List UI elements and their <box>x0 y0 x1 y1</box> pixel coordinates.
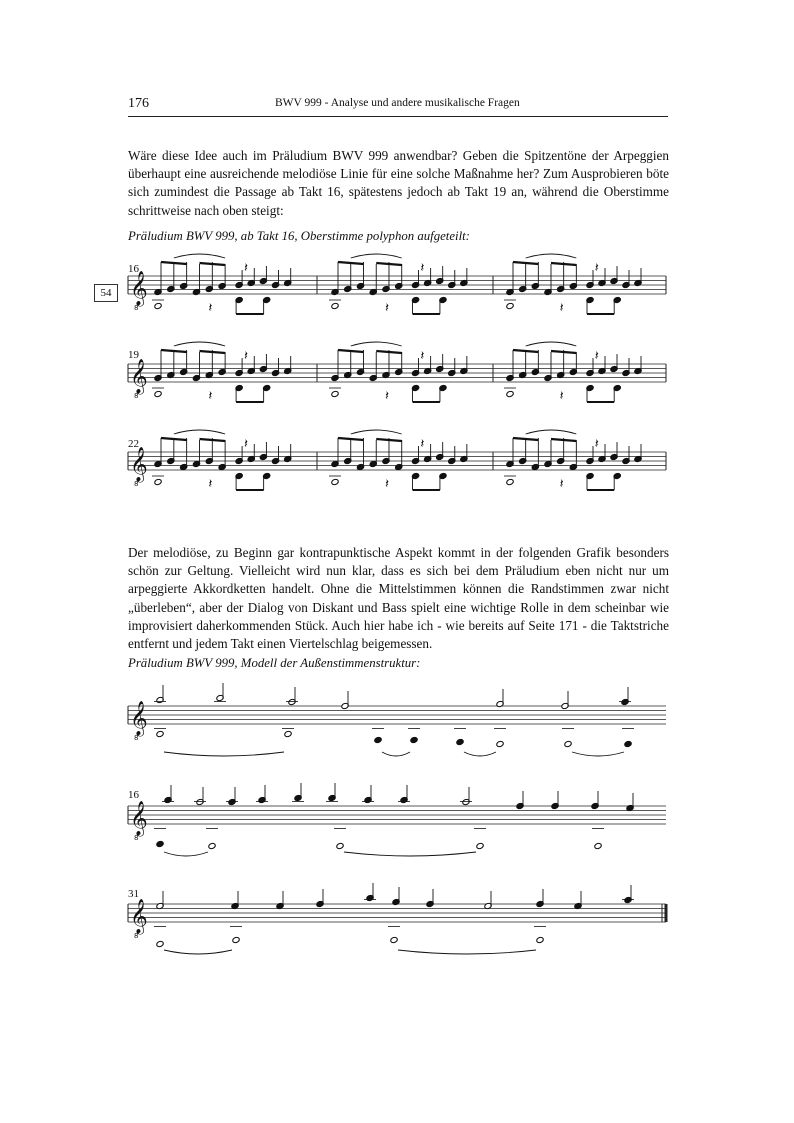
octave-8-mark: 8 <box>134 734 139 742</box>
caption-example-1: Präludium BWV 999, ab Takt 16, Oberstimme polyphon aufgeteilt: <box>128 229 470 243</box>
bass-notehead <box>624 740 632 747</box>
quarter-rest-icon: 𝄽 <box>243 437 248 452</box>
paragraph-1: Wäre diese Idee auch im Präludium BWV 999 anwendbar? Geben die Spitzentöne der Arpeggien überhaupt eine ausreichende melodiöse Linie für eine solche Maßnahme her? Zum Ausprobieren böte sich zumindest die Passage ab Takt 16, spätestens jedoch ab Takt 19 an, während die Oberstimme schrittweise nach oben steigt: <box>128 148 669 218</box>
bass-notehead <box>564 740 572 747</box>
bass-notehead <box>154 302 162 309</box>
octave-8-mark: 8 <box>134 392 139 400</box>
treble-clef-icon: 𝄞 <box>130 801 148 836</box>
beam <box>376 439 401 441</box>
tie <box>398 950 536 954</box>
beam <box>551 439 576 441</box>
margin-reference-box: 54 <box>94 284 118 302</box>
quarter-rest-icon: 𝄽 <box>420 349 425 364</box>
beam <box>199 439 225 441</box>
bass-notehead <box>476 842 484 849</box>
quarter-rest-icon: 𝄽 <box>243 261 248 276</box>
tie <box>572 752 624 756</box>
measure-number-19: 19 <box>128 349 139 361</box>
beam <box>161 350 187 352</box>
measure-number-31-model: 31 <box>128 888 139 900</box>
treble-clef-icon: 𝄞 <box>130 701 148 736</box>
bass-notehead <box>156 730 164 737</box>
slur <box>526 342 577 346</box>
quarter-rest-icon: 𝄽 <box>208 477 213 492</box>
bass-notehead <box>331 478 339 485</box>
bass-notehead <box>506 302 514 309</box>
quarter-rest-icon: 𝄽 <box>594 261 599 276</box>
quarter-rest-icon: 𝄽 <box>559 389 564 404</box>
bass-notehead <box>331 302 339 309</box>
beam <box>513 350 538 352</box>
bass-notehead <box>390 936 398 943</box>
quarter-rest-icon: 𝄽 <box>384 477 389 492</box>
example-2-score <box>128 683 666 954</box>
octave-8-mark: 8 <box>134 932 139 940</box>
slur <box>174 342 225 346</box>
slur <box>174 254 225 258</box>
bass-notehead <box>336 842 344 849</box>
quarter-rest-icon: 𝄽 <box>559 477 564 492</box>
bass-notehead <box>156 840 164 847</box>
page-number: 176 <box>128 96 149 111</box>
treble-clef-icon: 𝄞 <box>130 359 148 394</box>
octave-8-mark: 8 <box>134 480 139 488</box>
measure-number-16: 16 <box>128 263 139 275</box>
bass-notehead <box>496 740 504 747</box>
slur <box>351 254 402 258</box>
treble-clef-icon: 𝄞 <box>130 447 148 482</box>
bass-notehead <box>536 936 544 943</box>
bass-notehead <box>232 936 240 943</box>
bass-notehead <box>156 940 164 947</box>
bass-notehead <box>154 478 162 485</box>
bass-notehead <box>374 736 382 743</box>
beam <box>551 263 576 265</box>
quarter-rest-icon: 𝄽 <box>594 437 599 452</box>
beam <box>551 351 576 353</box>
quarter-rest-icon: 𝄽 <box>420 261 425 276</box>
quarter-rest-icon: 𝄽 <box>208 389 213 404</box>
tie <box>164 852 208 856</box>
beam <box>161 262 187 264</box>
slur <box>526 430 577 434</box>
bass-notehead <box>331 390 339 397</box>
beam <box>199 351 225 353</box>
bass-notehead <box>506 390 514 397</box>
example-1-score <box>128 254 666 492</box>
slur <box>526 254 577 258</box>
beam <box>376 351 401 353</box>
quarter-rest-icon: 𝄽 <box>420 437 425 452</box>
caption-example-2: Präludium BWV 999, Modell der Außenstimmenstruktur: <box>128 656 421 670</box>
measure-number-16-model: 16 <box>128 789 139 801</box>
slur <box>351 430 402 434</box>
tie <box>344 852 476 856</box>
quarter-rest-icon: 𝄽 <box>384 389 389 404</box>
bass-notehead <box>284 730 292 737</box>
quarter-rest-icon: 𝄽 <box>384 301 389 316</box>
bass-notehead <box>594 842 602 849</box>
beam <box>199 263 225 265</box>
bass-notehead <box>410 736 418 743</box>
tie <box>164 752 284 756</box>
beam <box>338 262 363 264</box>
running-title: BWV 999 - Analyse und andere musikalische Fragen <box>275 97 520 109</box>
quarter-rest-icon: 𝄽 <box>208 301 213 316</box>
tie <box>464 752 496 756</box>
treble-clef-icon: 𝄞 <box>130 271 148 306</box>
quarter-rest-icon: 𝄽 <box>243 349 248 364</box>
slur <box>174 430 225 434</box>
paragraph-2: Der melodiöse, zu Beginn gar kontrapunktische Aspekt kommt in der folgenden Grafik besonders schön zur Geltung. Vielleicht wird nun klar, dass es sich bei dem Präludium eben nicht nur um arpeggierte Akkordketten handelt. Ohne die Mittelstimmen können die Randstimmen zwar nicht „überleben“, aber der Dialog von Diskant und Bass spielt eine wichtige Rolle in dem scheinbar wie improvisiert daherkommenden Stück. Auch hier habe ich - wie bereits auf Seite 171 - die Taktstriche entfernt und jedem Takt einen Viertelschlag beigemessen. <box>128 545 669 652</box>
tie <box>164 950 232 954</box>
octave-8-mark: 8 <box>134 304 139 312</box>
beam <box>513 262 538 264</box>
bass-notehead <box>154 390 162 397</box>
treble-clef-icon: 𝄞 <box>130 899 148 934</box>
beam <box>338 438 363 440</box>
beam <box>161 438 187 440</box>
measure-number-22: 22 <box>128 438 139 450</box>
octave-8-mark: 8 <box>134 834 139 842</box>
bass-notehead <box>208 842 216 849</box>
beam <box>513 438 538 440</box>
quarter-rest-icon: 𝄽 <box>594 349 599 364</box>
bass-notehead <box>506 478 514 485</box>
beam <box>338 350 363 352</box>
bass-notehead <box>456 738 464 745</box>
tie <box>382 752 410 756</box>
slur <box>351 342 402 346</box>
quarter-rest-icon: 𝄽 <box>559 301 564 316</box>
beam <box>376 263 401 265</box>
